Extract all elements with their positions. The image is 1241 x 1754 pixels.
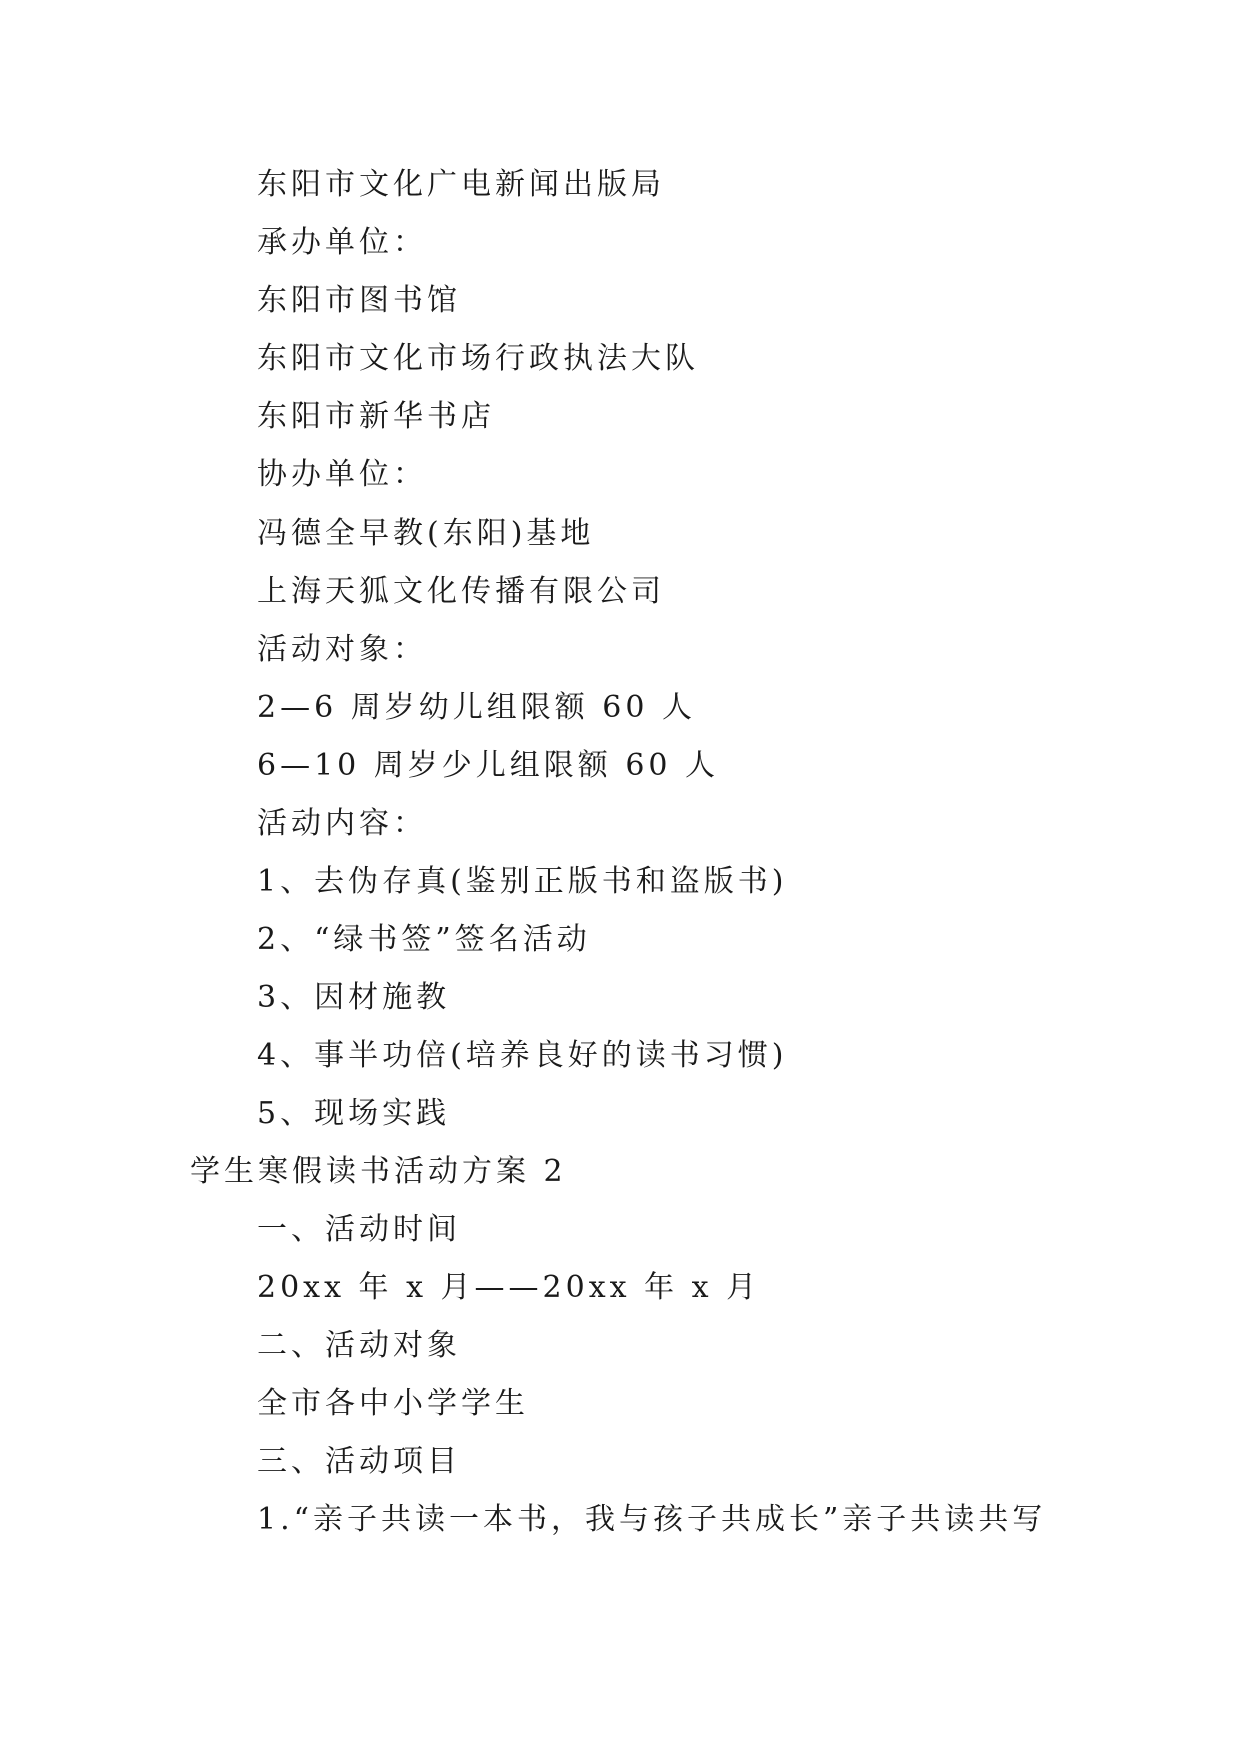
text-line: 上海天狐文化传播有限公司 — [257, 574, 665, 609]
text-line: 1.“亲子共读一本书，我与孩子共成长”亲子共读共写 — [257, 1502, 1047, 1537]
text-line: 活动对象： — [257, 632, 427, 667]
text-line: 东阳市文化广电新闻出版局 — [257, 167, 665, 202]
text-line: 三、活动项目 — [257, 1444, 461, 1479]
text-line: 冯德全早教(东阳)基地 — [257, 516, 595, 551]
section-title: 学生寒假读书活动方案 2 — [190, 1154, 567, 1189]
text-line: 1、去伪存真(鉴别正版书和盗版书) — [257, 864, 788, 899]
text-line: 2—6 周岁幼儿组限额 60 人 — [257, 690, 696, 725]
text-line: 4、事半功倍(培养良好的读书习惯) — [257, 1038, 788, 1073]
text-line: 二、活动对象 — [257, 1328, 461, 1363]
text-line: 6—10 周岁少儿组限额 60 人 — [257, 748, 720, 783]
text-line: 东阳市文化市场行政执法大队 — [257, 341, 699, 376]
text-line: 东阳市图书馆 — [257, 283, 461, 318]
text-line: 3、因材施教 — [257, 980, 451, 1015]
text-line: 一、活动时间 — [257, 1212, 461, 1247]
text-line: 活动内容： — [257, 806, 427, 841]
text-line: 承办单位： — [257, 225, 427, 260]
text-line: 5、现场实践 — [257, 1096, 451, 1131]
text-line: 2、“绿书签”签名活动 — [257, 922, 591, 957]
text-line: 20xx 年 x 月——20xx 年 x 月 — [257, 1270, 761, 1305]
text-line: 全市各中小学学生 — [257, 1386, 529, 1421]
text-line: 协办单位： — [257, 457, 427, 492]
text-line: 东阳市新华书店 — [257, 399, 495, 434]
